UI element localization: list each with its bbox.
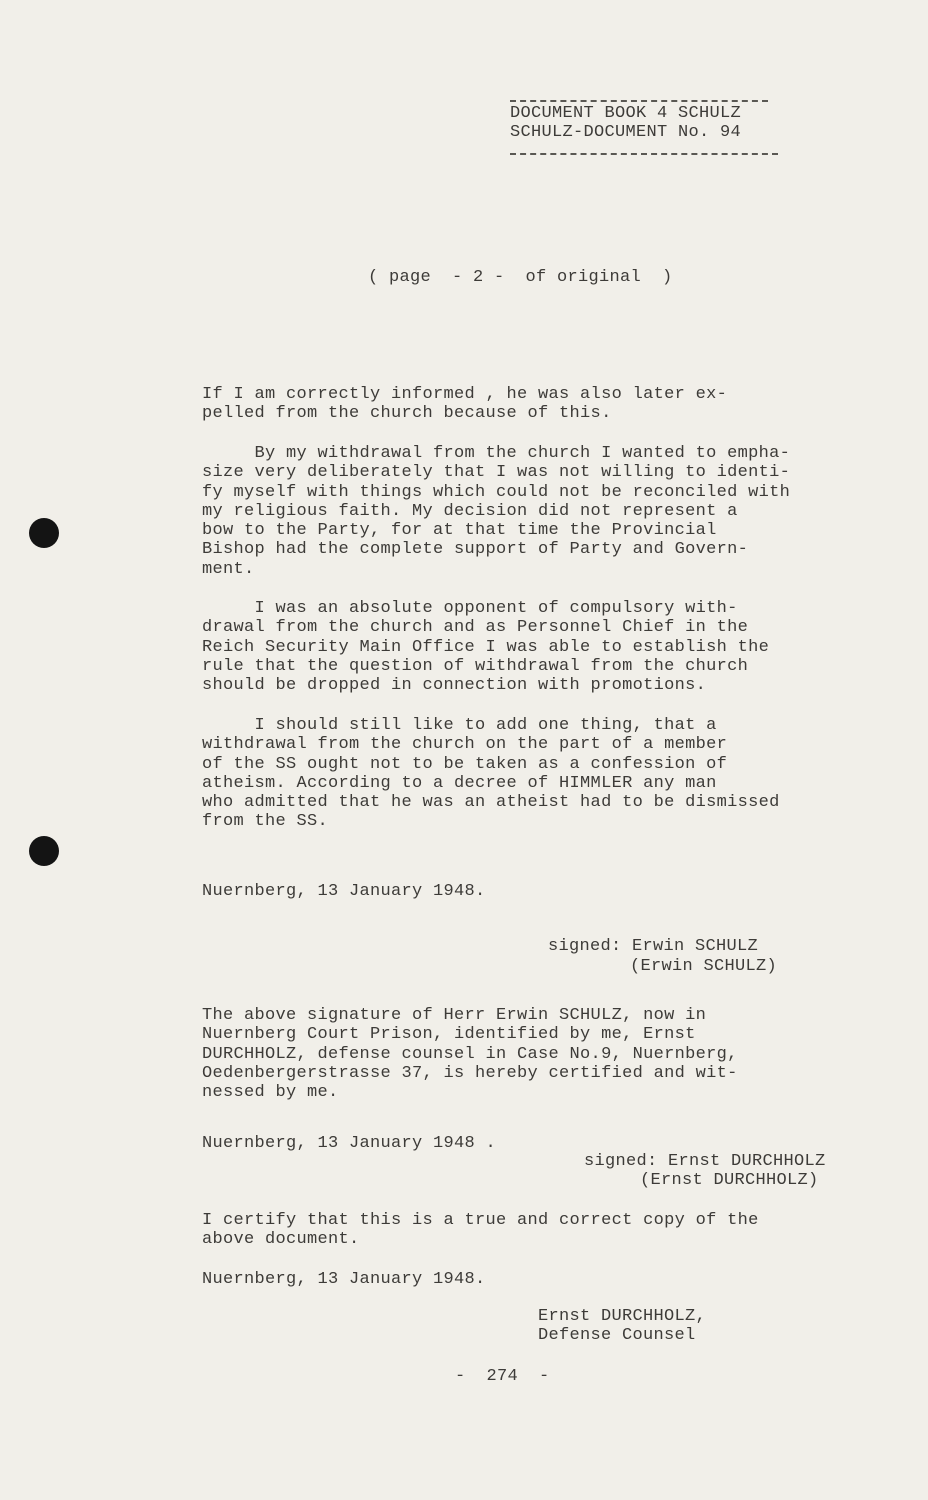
date-line-2: Nuernberg, 13 January 1948 . [202,1134,497,1153]
document-number-label: SCHULZ-DOCUMENT No. 94 [510,123,742,142]
paragraph-2: By my withdrawal from the church I wanted to empha- size very deliberately that I was not willing to identi- fy myself with things which could not be reconciled with my religious faith. My decision did not represent a bow to the Party, for at that time the Provincial Bishop had the complete support of Party and Govern- ment. [202,444,791,579]
signature-durchholz: signed: Ernst DURCHHOLZ [584,1152,826,1171]
paragraph-1: If I am correctly informed , he was also later ex- pelled from the church because of this. [202,385,728,424]
header-rule-top [510,100,768,102]
binder-hole-bottom [29,836,59,866]
signature-schulz-name: (Erwin SCHULZ) [630,957,778,976]
header-rule-bottom [510,153,778,155]
page-number: - 274 - [455,1367,550,1386]
signature-schulz: signed: Erwin SCHULZ [548,937,759,956]
final-signature-name: Ernst DURCHHOLZ, [538,1307,707,1326]
paragraph-3: I was an absolute opponent of compulsory with- drawal from the church and as Personnel Chief in the Reich Security Main Office I was able to establish the rule that the question of withdrawal from the church should be dropped in connection with promotions. [202,599,770,696]
certification-paragraph: The above signature of Herr Erwin SCHULZ, now in Nuernberg Court Prison, identified by me, Ernst DURCHHOLZ, defense counsel in Case No.9, Nuernberg, Oedenbergerstrasse 37, is hereby certified and wit- nessed by me. [202,1006,738,1103]
document-book-label: DOCUMENT BOOK 4 SCHULZ [510,104,742,123]
paragraph-4: I should still like to add one thing, that a withdrawal from the church on the part of a member of the SS ought not to be taken as a confession of atheism. According to a decree of HIMMLER any man who admitted that he was an atheist had to be dismissed from the SS. [202,716,780,832]
date-line-1: Nuernberg, 13 January 1948. [202,882,486,901]
page-reference: ( page - 2 - of original ) [368,268,673,287]
copy-certification: I certify that this is a true and correct copy of the above document. [202,1211,759,1250]
binder-hole-top [29,518,59,548]
date-line-3: Nuernberg, 13 January 1948. [202,1270,486,1289]
signature-durchholz-name: (Ernst DURCHHOLZ) [640,1171,819,1190]
final-signature-title: Defense Counsel [538,1326,696,1345]
